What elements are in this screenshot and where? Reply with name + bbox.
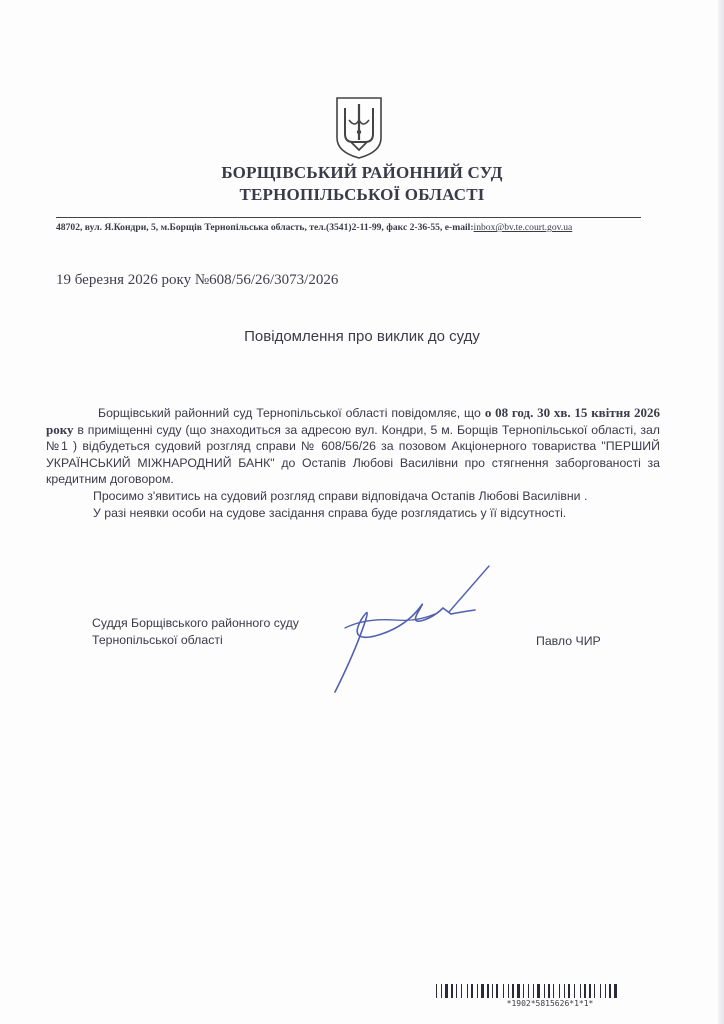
judge-name: Павло ЧИР — [536, 634, 601, 648]
paragraph-main — [46, 405, 660, 488]
trident-coat-of-arms-icon — [333, 96, 385, 160]
paragraph-main-start: Борщівський районний суд Тернопільської області повідомляє, що — [98, 406, 481, 420]
paragraph-warning: У разі неявки особи на судове засідання справа буде розглядатись у її відсутності. — [93, 505, 567, 520]
document-title: Повідомлення про виклик до суду — [244, 328, 480, 345]
signer-title-line2: Тернопільської області — [92, 633, 223, 647]
signer-title — [92, 615, 299, 649]
email-link[interactable]: inbox@bv.te.court.gov.ua — [473, 222, 573, 233]
paragraph-request: Просимо з'явитись на судовий розгляд справи відповідача Остапів Любові Василівни . — [93, 488, 588, 503]
document-reference: 19 березня 2026 року №608/56/26/3073/2026 — [56, 272, 339, 288]
handwritten-signature-icon — [325, 562, 495, 702]
barcode-text: *1902*5815626*1*1* — [506, 999, 594, 1008]
court-name-line2: ТЕРНОПІЛЬСЬКОЇ ОБЛАСТІ — [239, 185, 485, 204]
contacts-text: 48702, вул. Я.Кондри, 5, м.Борщів Тернопільська область, тел.(3541)2-11-99, факс 2-36-55, e-mail: — [56, 222, 474, 233]
notice-body — [46, 405, 660, 521]
barcode-icon — [436, 984, 658, 998]
court-name — [0, 162, 724, 206]
page-edge — [718, 0, 724, 1024]
signer-title-line1: Суддя Борщівського районного суду — [92, 616, 299, 630]
header-divider — [56, 217, 641, 218]
paragraph-main-end: в приміщенні суду (що знаходиться за адресою вул. Кондри, 5 м. Борщів Тернопільської області, зал №1 ) відбудеться судовий розгляд справи № 608/56/26 за позовом Акціонерного товариства "ПЕРШИЙ УКРАЇНСЬКИЙ МІЖНАРОДНИЙ БАНК" до Остапів Любові Василівни про стягнення заборгованості за кредитним договором. — [46, 422, 660, 487]
court-name-line1: БОРЩІВСЬКИЙ РАЙОННИЙ СУД — [221, 163, 503, 182]
hearing-datetime: о 08 год. 30 хв. 15 квітня 2026 року — [46, 405, 660, 437]
court-contacts — [56, 222, 666, 233]
